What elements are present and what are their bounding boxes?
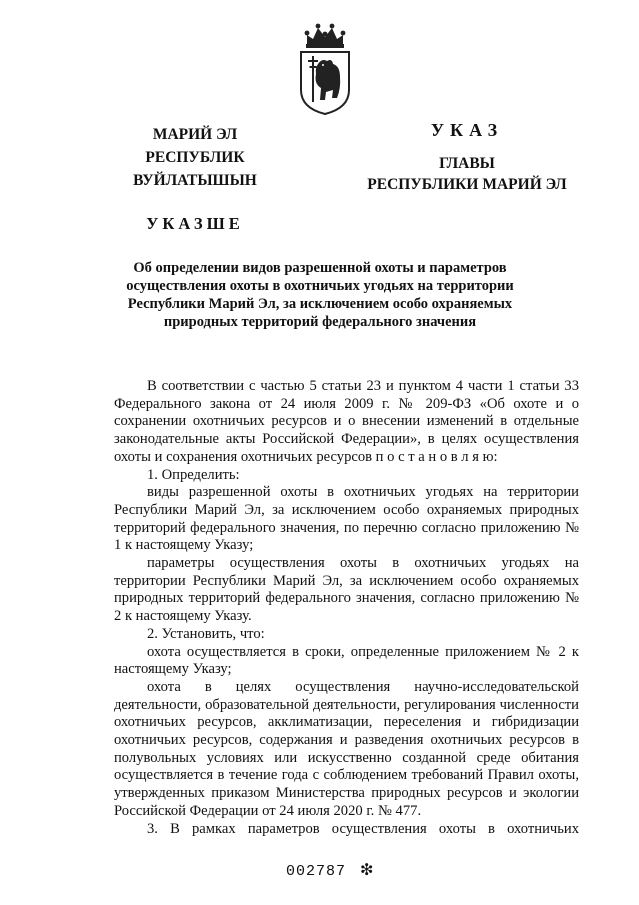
title-line1: Об определении видов разрешенной охоты и параметров — [133, 260, 507, 276]
header-left-block — [102, 123, 288, 235]
snowflake-mark-icon: ❇ — [360, 860, 375, 879]
title-line4: природных территорий федерального значения — [163, 314, 477, 330]
header-right-line3: РЕСПУБЛИКИ МАРИЙ ЭЛ — [367, 176, 567, 193]
body-paragraph: 3. В рамках параметров осуществления охоты в охотничьих — [147, 820, 579, 837]
coat-of-arms-emblem — [296, 22, 354, 116]
document-body — [114, 378, 579, 838]
body-paragraph: охота осуществляется в сроки, определенные приложением № 2 к настоящему Указу; — [114, 643, 579, 678]
body-paragraph: 1. Определить: — [147, 466, 240, 483]
body-paragraph: параметры осуществления охоты в охотничьих угодьях на территории Республики Марий Эл, за исключением особо охраняемых природных территорий федерального значения, согласно приложению № 2 к настоящему Указу. — [114, 555, 579, 625]
body-paragraph: охота в целях осуществления научно-исследовательской деятельности, образовательной деятельности, регулирования численности охотничьих ресурсов, акклиматизации, переселения и гибридизации охотничьих ресурсов, содержания и разведения охотничьих ресурсов в полувольных условиях или искусственно созданной среде обитания осуществляется в течение года с соблюдением требований Правил охоты, утвержденных приказом Министерства природных ресурсов и экологии Российской Федерации от 24 июля 2020 г. № 477. — [114, 678, 579, 819]
serial-number: 002787 — [286, 863, 347, 880]
header-left-line1: МАРИЙ ЭЛ РЕСПУБЛИК — [145, 126, 245, 166]
body-paragraph: виды разрешенной охоты в охотничьих угодьях на территории Республики Марий Эл, за исключением особо охраняемых природных территорий федерального значения, по перечню согласно приложению № 1 к настоящему Указу; — [114, 484, 579, 554]
body-paragraph: 2. Установить, что: — [147, 625, 265, 642]
title-line3: Республики Марий Эл, за исключением особо охраняемых — [127, 296, 513, 312]
header-left-line3: УКАЗШЕ — [146, 214, 244, 233]
header-left-line2: ВУЙЛАТЫШЫН — [133, 172, 257, 189]
document-serial — [286, 860, 406, 880]
header-right-line2: ГЛАВЫ — [439, 155, 495, 172]
header-right-block — [356, 118, 578, 195]
header-right-line1: УКАЗ — [430, 120, 504, 140]
body-paragraph: В соответствии с частью 5 статьи 23 и пунктом 4 части 1 статьи 33 Федерального закона от 24 июля 2009 г. № 209-ФЗ «Об охоте и о сохранении охотничьих ресурсов и о внесении изменений в отдельные законодательные акты Российской Федерации», в целях осуществления охоты и сохранения охотничьих ресурсов п о с т а н о в л я ю: — [114, 378, 579, 465]
title-line2: осуществления охоты в охотничьих угодьях на территории — [126, 278, 514, 294]
document-title — [118, 259, 522, 331]
